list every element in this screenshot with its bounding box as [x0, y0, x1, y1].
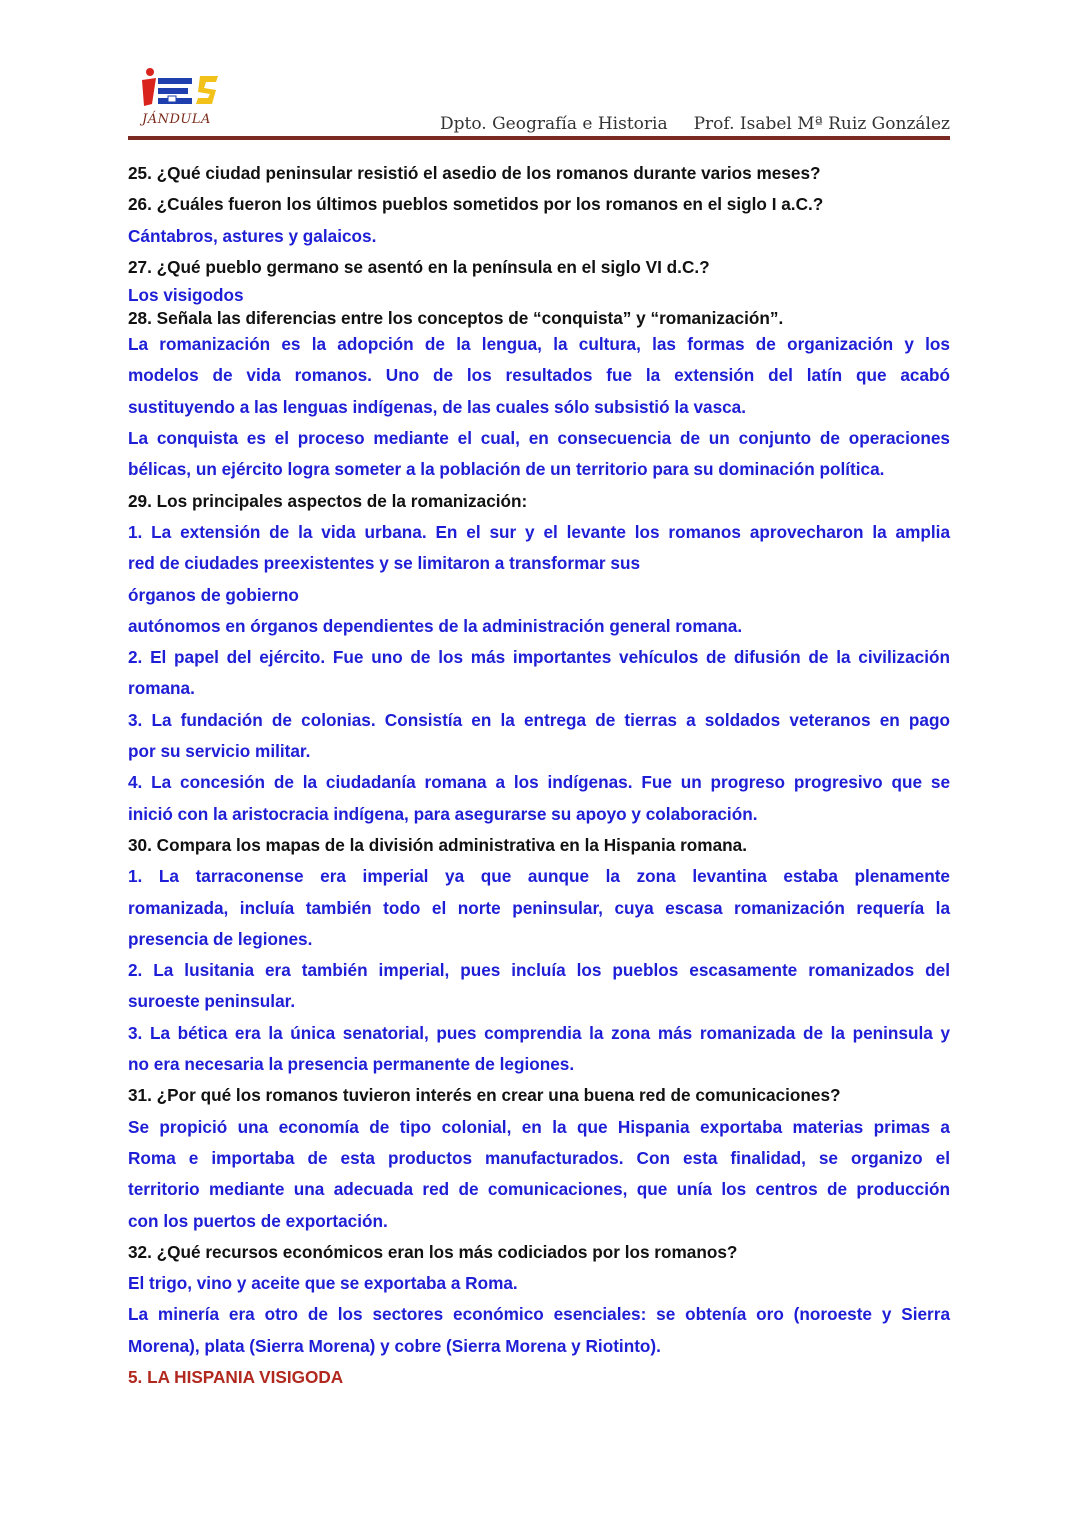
- professor-label: Prof. Isabel Mª Ruiz González: [693, 114, 950, 134]
- question-28: 28. Señala las diferencias entre los conceptos de “conquista” y “romanización”.: [128, 308, 784, 329]
- answer-30-line: 2. La lusitania era también imperial, pues incluía los pueblos escasamente romanizados del: [128, 960, 950, 981]
- answer-32-line: Morena), plata (Sierra Morena) y cobre (Sierra Morena y Riotinto).: [128, 1335, 661, 1356]
- answer-29-line: romana.: [128, 678, 195, 699]
- answer-31-line: con los puertos de exportación.: [128, 1210, 388, 1231]
- question-30: 30. Compara los mapas de la división administrativa en la Hispania romana.: [128, 834, 747, 855]
- document-body: [128, 158, 950, 1393]
- answer-28-line: sustituyendo a las lenguas indígenas, de las cuales sólo subsistió la vasca.: [128, 396, 747, 417]
- answer-29-line: 4. La concesión de la ciudadanía romana a los indígenas. Fue un progreso progresivo que se: [128, 772, 950, 793]
- answer-30-line: suroeste peninsular.: [128, 991, 296, 1012]
- logo-text: JÁNDULA: [142, 112, 211, 127]
- school-logo: [128, 64, 228, 132]
- question-26: 26. ¿Cuáles fueron los últimos pueblos sometidos por los romanos en el siglo I a.C.?: [128, 194, 824, 215]
- question-32: 32. ¿Qué recursos económicos eran los más codiciados por los romanos?: [128, 1241, 738, 1262]
- answer-29-line: por su servicio militar.: [128, 741, 311, 762]
- question-31: 31. ¿Por qué los romanos tuvieron interés en crear una buena red de comunicaciones?: [128, 1085, 841, 1106]
- header-info: [440, 114, 950, 134]
- answer-30-line: romanizada, incluía también todo el norte peninsular, cuya escasa romanización requería la: [128, 897, 950, 918]
- answer-31-line: Roma e importaba de esta productos manufacturados. Con esta finalidad, se organizo el: [128, 1147, 950, 1168]
- ies-logo-icon: [128, 64, 228, 114]
- page-header: [128, 64, 950, 144]
- answer-29-line: 1. La extensión de la vida urbana. En el sur y el levante los romanos aprovecharon la amplia: [128, 521, 950, 542]
- answer-27: Los visigodos: [128, 285, 244, 306]
- header-divider: [128, 136, 950, 140]
- question-25: 25. ¿Qué ciudad peninsular resistió el asedio de los romanos durante varios meses?: [128, 163, 821, 183]
- answer-31-line: territorio mediante una adecuada red de comunicaciones, que unía los centros de producción: [128, 1179, 950, 1200]
- answer-32-line: El trigo, vino y aceite que se exportaba a Roma.: [128, 1273, 518, 1294]
- answer-31-line: Se propició una economía de tipo colonial, en la que Hispania exportaba materias primas a: [128, 1116, 950, 1137]
- answer-26: Cántabros, astures y galaicos.: [128, 225, 377, 246]
- answer-30-line: 1. La tarraconense era imperial ya que aunque la zona levantina estaba plenamente: [128, 866, 950, 887]
- answer-29-line: autónomos en órganos dependientes de la administración general romana.: [128, 615, 743, 636]
- answer-29-line: inició con la aristocracia indígena, para asegurarse su apoyo y colaboración.: [128, 803, 758, 824]
- answer-30-line: no era necesaria la presencia permanente de legiones.: [128, 1054, 575, 1075]
- answer-32-line: La minería era otro de los sectores económico esenciales: se obtenía oro (noroeste y Sierra: [128, 1304, 950, 1325]
- answer-29-line: órganos de gobierno: [128, 584, 299, 605]
- answer-28-line: modelos de vida romanos. Uno de los resultados fue la extensión del latín que acabó: [128, 365, 950, 386]
- answer-30-line: presencia de legiones.: [128, 928, 313, 949]
- section-heading: 5. LA HISPANIA VISIGODA: [128, 1366, 344, 1387]
- answer-28-line: La romanización es la adopción de la lengua, la cultura, las formas de organización y los: [128, 334, 950, 355]
- answer-28-line: La conquista es el proceso mediante el cual, en consecuencia de un conjunto de operaciones: [128, 428, 950, 449]
- answer-28-line: bélicas, un ejército logra someter a la población de un territorio para su dominación política.: [128, 459, 885, 480]
- question-29: 29. Los principales aspectos de la romanización:: [128, 490, 528, 511]
- answer-29-line: red de ciudades preexistentes y se limitaron a transformar sus: [128, 553, 641, 574]
- answer-30-line: 3. La bética era la única senatorial, pues comprendia la zona más romanizada de la peninsula y: [128, 1022, 950, 1043]
- question-27: 27. ¿Qué pueblo germano se asentó en la península en el siglo VI d.C.?: [128, 256, 710, 277]
- answer-29-line: 3. La fundación de colonias. Consistía en la entrega de tierras a soldados veteranos en pago: [128, 709, 950, 730]
- department-label: Dpto. Geografía e Historia: [440, 114, 668, 134]
- answer-29-line: 2. El papel del ejército. Fue uno de los más importantes vehículos de difusión de la civilización: [128, 647, 950, 668]
